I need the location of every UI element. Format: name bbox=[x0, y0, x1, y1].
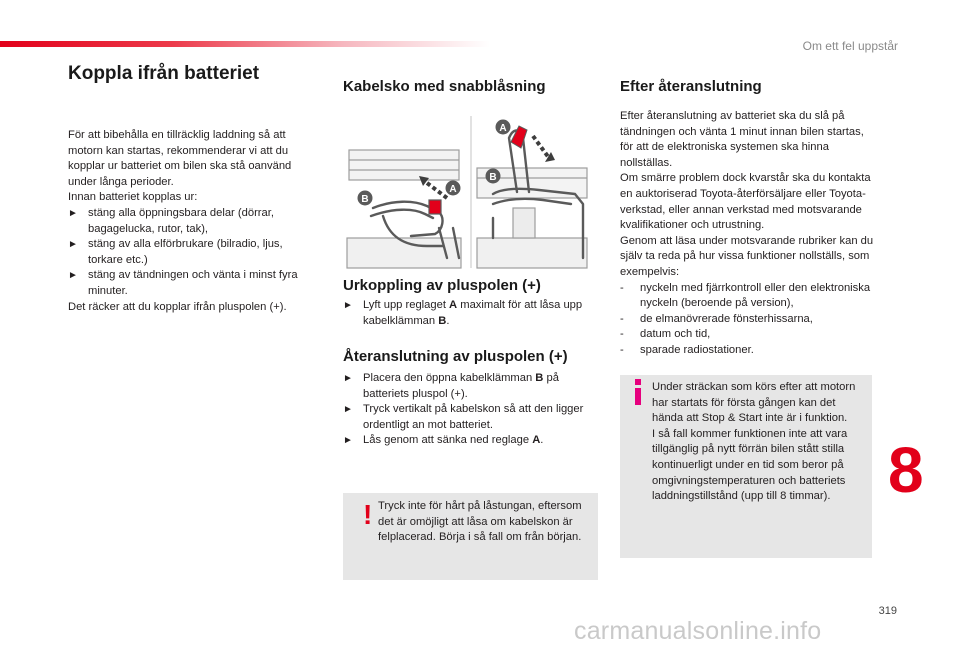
paragraph: Efter återanslutning av batteriet ska du slå på tändningen och vänta 1 minut innan bilen startas, för att de elektroniska systemen ska hinna nollställas. bbox=[620, 110, 864, 169]
info-icon bbox=[632, 379, 644, 405]
list-item: - nyckeln med fjärrkontroll eller den elektroniska nyckeln (beroende på version), bbox=[620, 281, 871, 310]
intro-text: För att bibehålla en tillräcklig laddning så att motorn kan startas, rekommenderar vi att du kopplar ur batteriet om bilen ska stå oanvänd under långa perioder. bbox=[68, 129, 292, 188]
list-item: ► Lyft upp reglaget A maximalt för att låsa upp kabelklämman B. bbox=[343, 299, 583, 327]
arrow-bullet-icon: ► bbox=[343, 300, 353, 311]
arrow-bullet-icon: ► bbox=[68, 270, 78, 282]
warning-text: Tryck inte för hårt på låstungan, eftersom det är omöjligt att låsa om kabelskon är felplacerad. Börja i så fall om från början. bbox=[378, 500, 582, 544]
list-item: - datum och tid, bbox=[620, 328, 711, 341]
svg-text:B: B bbox=[489, 172, 497, 183]
disconnect-title: Urkoppling av pluspolen (+) bbox=[343, 277, 541, 294]
reconnect-steps bbox=[343, 371, 593, 449]
callout-a-marker bbox=[496, 120, 511, 135]
list-item: ► stäng av tändningen och vänta i minst fyra minuter. bbox=[68, 269, 298, 297]
paragraph: Om smärre problem dock kvarstår ska du kontakta en auktoriserad Toyota-återförsäljare eller Toyota-verkstad, eller annan verkstad med motsvarande kvalifikationer och utrustning. bbox=[620, 172, 871, 232]
disconnect-steps bbox=[343, 298, 593, 329]
after-reconnect-title: Efter återanslutning bbox=[620, 78, 762, 95]
list-item: ► Tryck vertikalt på kabelskon så att den ligger ordentligt an mot batteriet. bbox=[343, 403, 584, 431]
svg-text:B: B bbox=[361, 194, 369, 205]
list-item: ► stäng av alla elförbrukare (bilradio, ljus, torkare etc.) bbox=[68, 238, 283, 266]
list-item: - de elmanövrerade fönsterhissarna, bbox=[620, 312, 813, 325]
left-column bbox=[68, 128, 320, 315]
steps-intro: Innan batteriet kopplas ur: bbox=[68, 191, 198, 204]
arrow-bullet-icon: ► bbox=[343, 435, 353, 447]
arrow-bullet-icon: ► bbox=[343, 404, 353, 416]
warning-icon: ! bbox=[363, 499, 373, 530]
arrow-bullet-icon: ► bbox=[68, 207, 78, 219]
list-item: - sparade radiostationer. bbox=[620, 343, 754, 356]
info-box bbox=[620, 375, 872, 558]
svg-text:A: A bbox=[449, 184, 457, 195]
list-item: ► Lås genom att sänka ned reglage A. bbox=[343, 433, 593, 449]
arrow-bullet-icon: ► bbox=[68, 239, 78, 251]
callout-a-marker bbox=[446, 181, 461, 196]
paragraph: Genom att läsa under motsvarande rubriker kan du själv ta reda på hur vissa funktioner nollställs, som exempelvis: bbox=[620, 234, 874, 278]
header-accent-bar bbox=[0, 41, 490, 47]
reconnect-title: Återanslutning av pluspolen (+) bbox=[343, 348, 568, 365]
battery-clamp-illustration bbox=[343, 108, 598, 271]
outro-text: Det räcker att du kopplar ifrån pluspolen (+). bbox=[68, 300, 287, 313]
warning-box bbox=[343, 493, 598, 580]
callout-b-marker bbox=[486, 169, 501, 184]
list-item: ► Placera den öppna kabelklämman B på batteriets pluspol (+). bbox=[343, 372, 559, 400]
arrow-bullet-icon: ► bbox=[343, 373, 353, 384]
watermark: carmanualsonline.info bbox=[574, 617, 822, 645]
page-number: 319 bbox=[878, 605, 897, 617]
svg-text:A: A bbox=[499, 123, 507, 134]
list-item: ► stäng alla öppningsbara delar (dörrar, bagagelucka, rutor, tak), bbox=[68, 206, 274, 235]
section-title: Koppla ifrån batteriet bbox=[68, 63, 260, 84]
chapter-title: Om ett fel uppstår bbox=[802, 39, 898, 53]
right-column bbox=[620, 109, 874, 359]
chapter-number: 8 bbox=[888, 434, 924, 506]
info-text: Under sträckan som körs efter att motorn har startats för första gången kan det hända att Stop & Start inte är i funktion. I så fall kommer funktionen inte att vara tillgänglig på nytt förrän bilen stått stilla kontinuerligt under en tid som beror på omgivningstemperaturen och batteriets laddningstillstånd (upp till 8 timmar). bbox=[652, 381, 856, 503]
callout-b-marker bbox=[358, 191, 373, 206]
illustration-title: Kabelsko med snabblåsning bbox=[343, 78, 546, 95]
